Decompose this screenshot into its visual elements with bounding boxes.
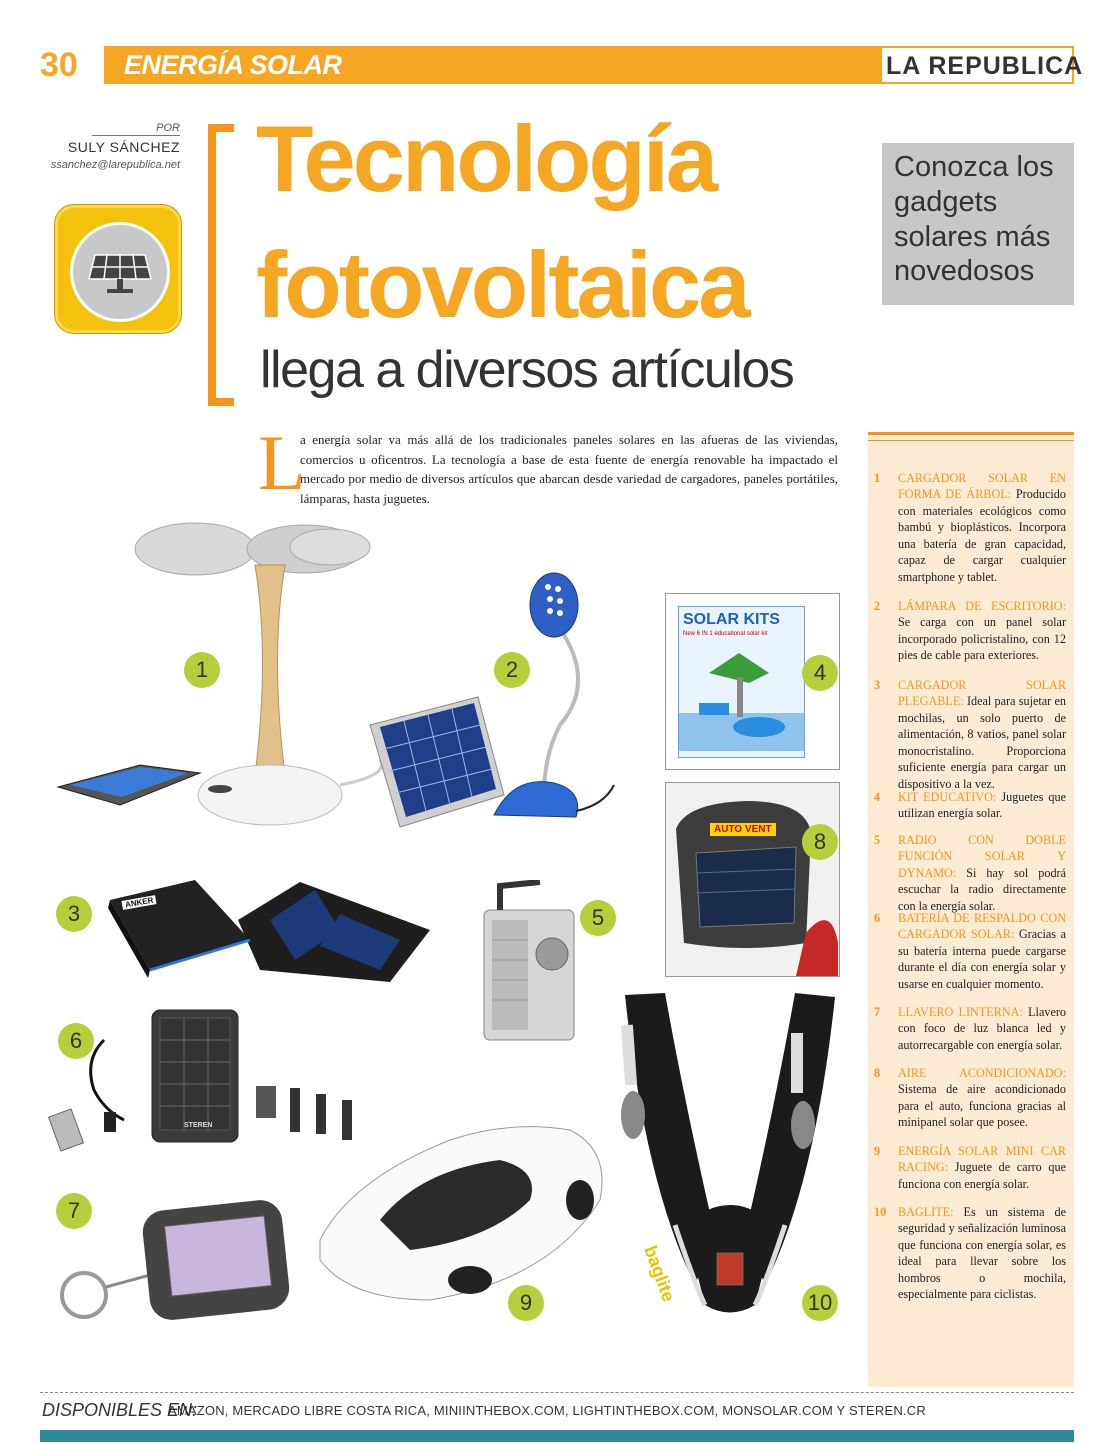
product-title: KIT EDUCATIVO:: [898, 790, 997, 804]
product-description: Es un sistema de seguridad y señalización luminosa que funciona con energía solar, es ideal para llevar sobre los hombros o mochila, especialmente para ciclistas.: [898, 1205, 1067, 1302]
sidebar-top-rule-thin: [868, 440, 1074, 441]
headline-bracket: [208, 124, 234, 406]
product-description: Producido con materiales ecológicos como bambú y bioplásticos. Incorpora una batería de gran capacidad, capaz de cargar cualquier smartphone y tablet.: [898, 487, 1066, 584]
product-number: 5: [874, 833, 881, 847]
auto-vent-label: AUTO VENT: [710, 823, 776, 836]
product-number: 4: [874, 790, 881, 804]
product-title: LLAVERO LINTERNA:: [898, 1005, 1023, 1019]
teaser-text: Conozca los gadgets solares más novedosos: [894, 151, 1054, 288]
product-item: [874, 677, 1066, 792]
sidebar-top-rule: [868, 432, 1074, 435]
product-item: [874, 1204, 1066, 1303]
product-title: ENERGÍA SOLAR MINI CAR RACING:: [898, 1144, 1066, 1175]
solar-panel-icon: [70, 222, 170, 322]
product-badge-5: 5: [580, 900, 616, 936]
product-number: 8: [874, 1066, 881, 1080]
product-item: [874, 832, 1066, 914]
headline-line1: Tecnología: [256, 106, 716, 211]
product-number: 1: [874, 471, 881, 485]
product-frame-auto-vent: [665, 782, 840, 977]
product-number: 7: [874, 1005, 881, 1019]
product-badge-8: 8: [802, 824, 838, 860]
headline-line2: fotovoltaica: [256, 232, 748, 337]
footer-divider: [40, 1392, 1074, 1393]
product-item: [874, 470, 1066, 585]
product-image-desk-lamp: [364, 565, 624, 835]
byline-divider: [92, 135, 180, 136]
product-item: [874, 789, 1066, 822]
byline-por: POR: [156, 122, 180, 134]
product-title: CARGADOR SOLAR EN FORMA DE ÁRBOL:: [898, 471, 1066, 502]
product-description: Juguetes que utilizan energía solar.: [898, 790, 1067, 821]
product-description: Llavero con foco de luz blanca led y autorrecargable con energía solar.: [898, 1005, 1067, 1052]
product-image-baglite: [605, 985, 855, 1325]
product-description: Juguete de carro que funciona con energía solar.: [898, 1160, 1067, 1191]
footer-sources: AMAZON, MERCADO LIBRE COSTA RICA, MINIINTHEBOX.COM, LIGHTINTHEBOX.COM, MONSOLAR.COM Y STEREN.CR: [168, 1403, 926, 1418]
product-title: AIRE ACONDICIONADO:: [898, 1066, 1066, 1080]
product-badge-2: 2: [494, 652, 530, 688]
product-description: Si hay sol podrá escuchar la radio directamente con la energía solar.: [898, 865, 1067, 913]
product-badge-1: 1: [184, 652, 220, 688]
byline-author: SULY SÁNCHEZ: [67, 139, 180, 155]
product-image-solar-tree: [50, 515, 400, 835]
baglite-logo: baglite: [640, 1243, 679, 1305]
product-title: CARGADOR SOLAR PLEGABLE:: [898, 678, 1066, 709]
product-description: Ideal para sujetar en mochilas, un solo puerto de alimentación, 8 vatios, panel solar monocristalino. Proporciona suficiente energía para cargar un dispositivo a la vez.: [898, 694, 1066, 791]
product-number: 9: [874, 1144, 881, 1158]
product-badge-4: 4: [802, 655, 838, 691]
anker-logo: ANKER: [121, 895, 156, 910]
product-title: LÁMPARA DE ESCRITORIO:: [898, 599, 1066, 613]
page-number: 30: [40, 46, 78, 84]
product-description: Se carga con un panel solar incorporado policristalino, con 12 pies de cable para exteriores.: [898, 615, 1066, 663]
brand-logo: LA REPUBLICA: [886, 52, 1084, 80]
drop-cap: L: [258, 419, 306, 506]
subheadline: llega a diversos artículos: [260, 341, 794, 399]
product-image-mini-car: [310, 1110, 610, 1310]
product-description: Gracias a su batería interna puede cargarse durante el día con energía solar y usarse en cualquier momento.: [898, 927, 1066, 991]
product-image-folding-charger: [100, 870, 445, 990]
product-badge-10: 10: [802, 1285, 838, 1321]
product-badge-9: 9: [508, 1285, 544, 1321]
product-item: [874, 910, 1066, 992]
product-badge-7: 7: [56, 1193, 92, 1229]
byline-email[interactable]: ssanchez@larepublica.net: [50, 159, 180, 171]
section-title: ENERGÍA SOLAR: [124, 50, 342, 80]
product-item: [874, 598, 1066, 664]
product-title: BAGLITE:: [898, 1205, 954, 1219]
product-badge-3: 3: [56, 896, 92, 932]
product-number: 2: [874, 599, 881, 613]
intro-paragraph: a energía solar va más allá de los tradicionales paneles solares en las afueras de las viviendas, comercios u oficentros. La tecnología a base de esta fuente de energía renovable ha impactado el mercado por medio de diversos artículos que abarcan desde variedad de cargadores, paneles portátiles, lámparas, hasta juguetes.: [300, 432, 838, 506]
footer-label: DISPONIBLES EN:: [42, 1400, 198, 1420]
product-number: 10: [874, 1205, 887, 1219]
solar-kit-subtitle: New 6 IN 1 educational solar kit: [683, 631, 768, 637]
product-number: 6: [874, 911, 881, 925]
product-description: Sistema de aire acondicionado para el auto, funciona gracias al minipanel solar que posee.: [898, 1082, 1066, 1130]
product-badge-6: 6: [58, 1023, 94, 1059]
solar-kit-title: SOLAR KITS: [683, 611, 780, 628]
product-title: BATERÍA DE RESPALDO CON CARGADOR SOLAR:: [898, 911, 1066, 942]
solar-kit-box: [678, 606, 805, 758]
product-item: [874, 1143, 1066, 1192]
steren-logo: STEREN: [184, 1122, 213, 1129]
footer-bar: [40, 1430, 1074, 1442]
product-item: [874, 1065, 1066, 1131]
product-title: RADIO CON DOBLE FUNCIÓN SOLAR Y DYNAMO:: [898, 833, 1066, 880]
product-item: [874, 1004, 1066, 1053]
product-image-radio: [470, 880, 590, 1045]
product-number: 3: [874, 678, 881, 692]
